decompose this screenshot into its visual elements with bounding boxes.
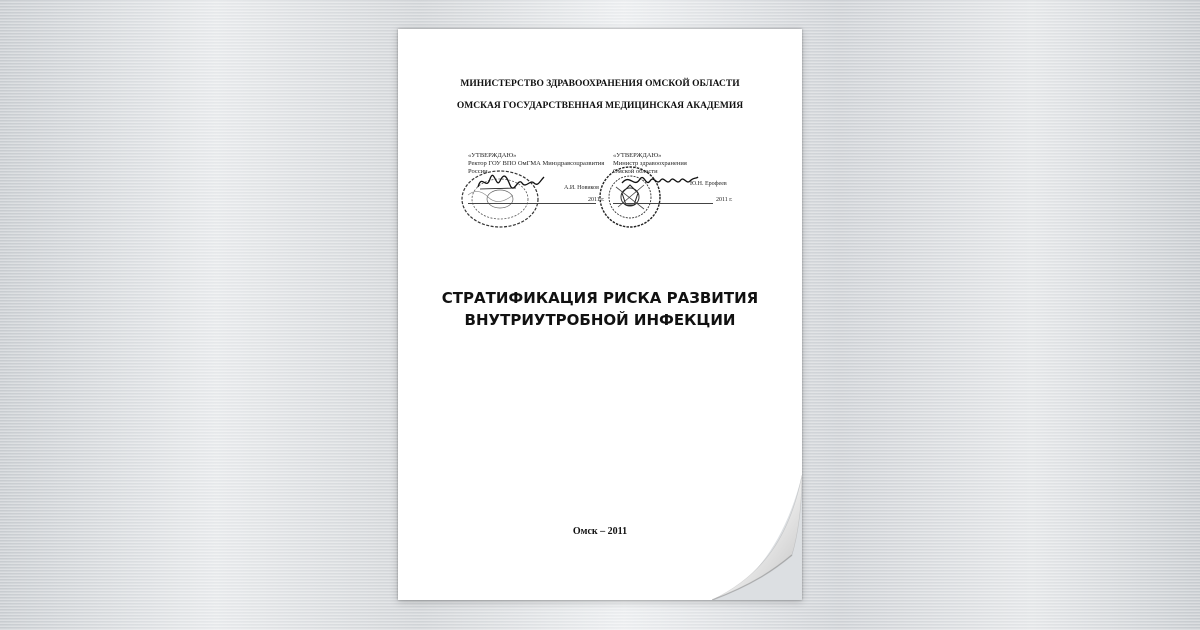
- document-title: [398, 287, 802, 331]
- ministry-heading: МИНИСТЕРСТВО ЗДРАВООХРАНЕНИЯ ОМСКОЙ ОБЛАСТИ: [460, 79, 740, 89]
- approval-right-label: «УТВЕРЖДАЮ»: [613, 152, 662, 159]
- document-footer: Омск – 2011: [572, 526, 628, 537]
- document-page: [398, 29, 802, 600]
- approval-right-position-cont: Омской области: [613, 168, 658, 175]
- approval-left-year: 2011 г.: [588, 197, 605, 203]
- title-line-1: СТРАТИФИКАЦИЯ РИСКА РАЗВИТИЯ: [441, 289, 759, 307]
- signature-line-right: [613, 203, 713, 204]
- approval-right-position: Министр здравоохранения: [613, 160, 687, 167]
- academy-heading: ОМСКАЯ ГОСУДАРСТВЕННАЯ МЕДИЦИНСКАЯ АКАДЕМИЯ: [456, 101, 744, 111]
- signature-left-icon: [476, 171, 546, 193]
- title-line-2: ВНУТРИУТРОБНОЙ ИНФЕКЦИИ: [464, 311, 736, 329]
- signature-line-left: [468, 203, 596, 204]
- approval-left-name: А.И. Новиков: [564, 185, 599, 191]
- signature-right-icon: [620, 169, 700, 191]
- approval-left-label: «УТВЕРЖДАЮ»: [468, 152, 517, 159]
- approval-left-position: Ректор ГОУ ВПО ОмГМА Минздравсоцразвития: [468, 160, 605, 167]
- approval-right-year: 2011 г.: [716, 197, 733, 203]
- approval-left-position-cont: России: [468, 168, 488, 175]
- approval-right-name: Ю.Н. Ерофеев: [690, 181, 727, 187]
- page-curl-icon: [712, 475, 802, 600]
